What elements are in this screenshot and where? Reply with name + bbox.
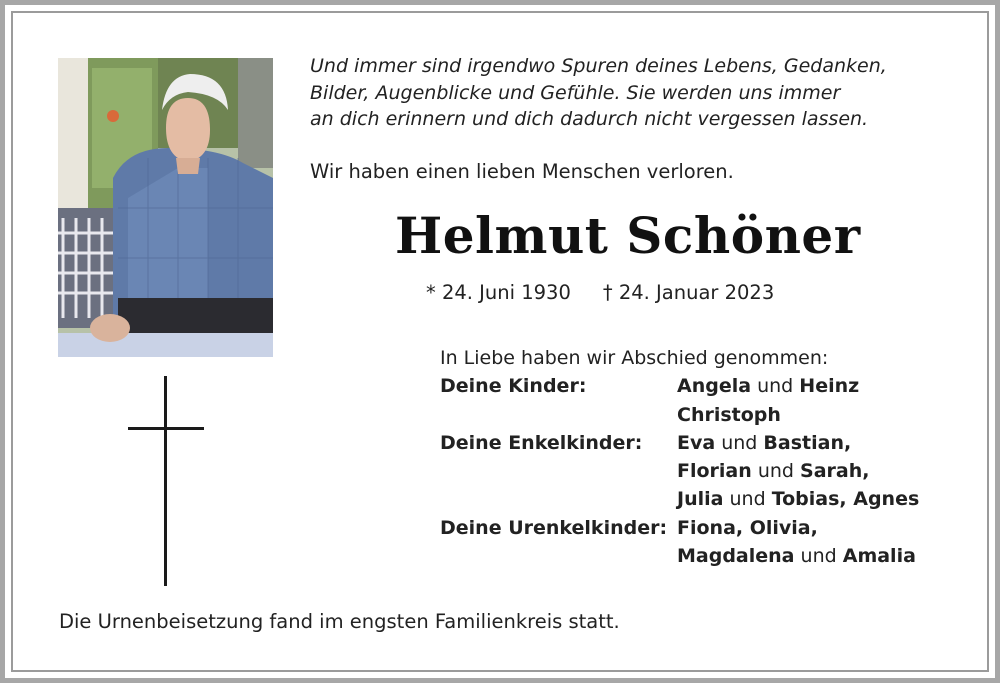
cross-icon	[128, 376, 204, 586]
loss-statement: Wir haben einen lieben Menschen verloren.	[310, 160, 734, 183]
deceased-name: Helmut Schöner	[395, 206, 861, 265]
relation-label	[440, 485, 677, 513]
family-row	[440, 514, 960, 542]
relative-name: Magdalena	[677, 545, 795, 568]
family-intro: In Liebe haben wir Abschied genommen:	[440, 347, 829, 369]
family-row	[440, 401, 960, 429]
relative-names	[677, 457, 869, 485]
family-row	[440, 457, 960, 485]
relation-label	[440, 401, 677, 429]
birth-date: * 24. Juni 1930	[426, 281, 571, 304]
relative-name: Bastian,	[763, 431, 852, 454]
burial-note: Die Urnenbeisetzung fand im engsten Familienkreis statt.	[59, 610, 620, 633]
verse-line: an dich erinnern und dich dadurch nicht vergessen lassen.	[310, 108, 869, 130]
relative-name: Heinz	[799, 375, 860, 398]
death-date: † 24. Januar 2023	[602, 281, 775, 304]
relation-label: Deine Kinder:	[440, 375, 587, 398]
relative-names	[677, 514, 818, 542]
memorial-verse	[310, 53, 950, 133]
conjunction: und	[751, 460, 801, 483]
relative-name: Sarah,	[800, 460, 870, 483]
relation-label: Deine Enkelkinder:	[440, 431, 643, 454]
relative-names	[677, 372, 859, 400]
relative-name: Julia	[677, 488, 724, 511]
relative-names	[677, 429, 851, 457]
relative-name: Tobias, Agnes	[771, 488, 920, 511]
relative-names	[677, 485, 919, 513]
relation-label	[440, 542, 677, 570]
conjunction: und	[715, 431, 764, 454]
relation-label: Deine Urenkelkinder:	[440, 516, 668, 539]
relative-name: Fiona, Olivia,	[677, 516, 818, 539]
family-list	[440, 372, 960, 570]
family-row	[440, 429, 960, 457]
relative-names	[677, 401, 781, 429]
family-row	[440, 485, 960, 513]
conjunction: und	[794, 545, 843, 568]
relative-name: Florian	[677, 460, 752, 483]
relative-name: Christoph	[677, 403, 781, 426]
portrait-photo	[58, 58, 273, 357]
relative-name: Amalia	[842, 545, 916, 568]
relative-name: Eva	[677, 431, 716, 454]
family-section	[440, 344, 960, 570]
conjunction: und	[751, 375, 800, 398]
relative-name: Angela	[677, 375, 752, 398]
verse-line: Bilder, Augenblicke und Gefühle. Sie werden uns immer	[310, 81, 841, 104]
verse-line: Und immer sind irgendwo Spuren deines Lebens, Gedanken,	[310, 55, 887, 77]
relation-label	[440, 457, 677, 485]
conjunction: und	[723, 488, 772, 511]
life-dates	[426, 281, 774, 304]
relative-names	[677, 542, 916, 570]
family-row	[440, 372, 960, 400]
family-row	[440, 542, 960, 570]
